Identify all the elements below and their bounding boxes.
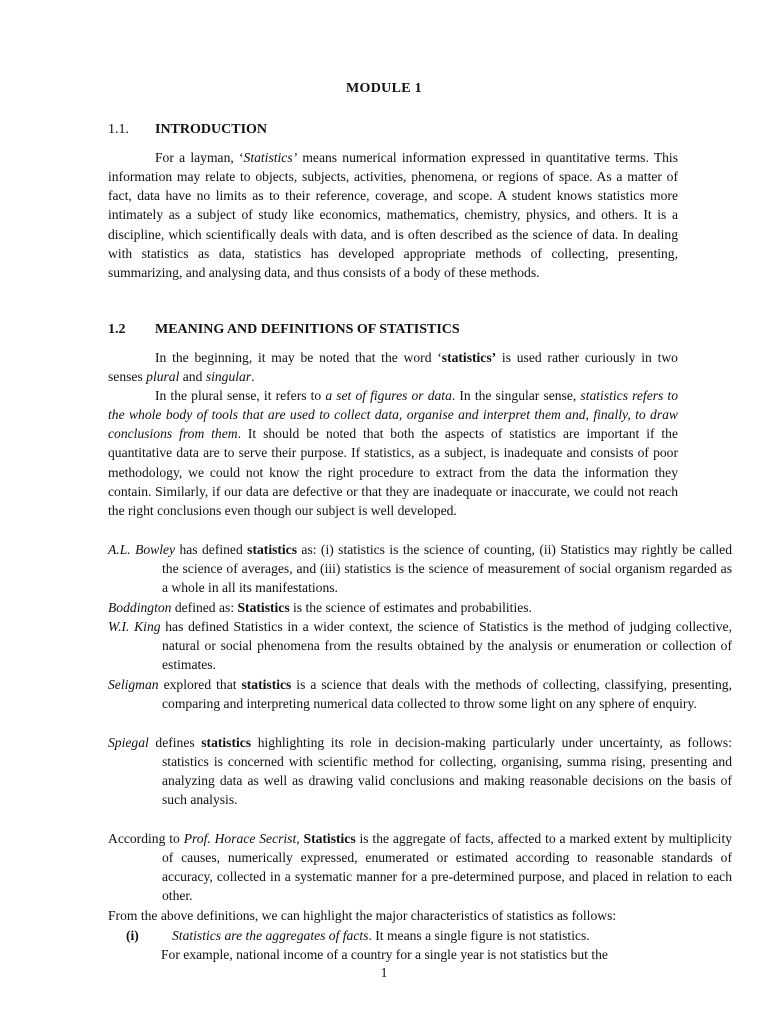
text-run: is used rather curiously in two senses <box>108 350 678 385</box>
section-number: 1.1. <box>108 122 129 137</box>
definition-boddington <box>108 598 732 617</box>
text-run: is a science that deals with the methods of collecting, classifying, presenting, comparing and interpreting numerical data collected to throw some light on any sphere of enquiry. <box>162 677 732 712</box>
text-run: . In the singular sense, <box>451 388 581 403</box>
text-run-bold: Statistics <box>237 600 290 615</box>
text-run: . It means a single figure is not statistics. <box>368 928 590 943</box>
section-heading-introduction <box>108 122 267 138</box>
text-run: In the plural sense, it refers to <box>155 388 326 403</box>
text-run-italic: a set of figures or data <box>325 388 452 403</box>
text-run: and <box>179 369 206 385</box>
text-run-italic: plural <box>146 369 180 385</box>
text-run-italic: statistics refers to the whole body of tools that are used to collect data, organise and interpret them and, finally, to draw conclusions from them <box>108 388 678 442</box>
text-run: as: (i) statistics is the science of counting, (ii) Statistics may rightly be called the science of averages, and (iii) statistics is the science of measurement of social organism regarded as a whole in all its manifestations. <box>162 542 732 596</box>
text-run: is the aggregate of facts, affected to a marked extent by multiplicity of causes, numerically expressed, enumerated or estimated according to reasonable standards of accuracy, collected in a systematic manner for a pre-determined purpose, and placed in relation to each other. <box>162 831 733 904</box>
page-number: 1 <box>380 965 388 980</box>
meaning-paragraph-2 <box>108 386 678 520</box>
text-run: explored that <box>158 677 242 692</box>
characteristic-item-1 <box>126 926 678 964</box>
text-run-italic: Statistics are the aggregates of facts <box>172 928 369 943</box>
definition-spiegal <box>108 733 732 810</box>
author-name: Prof. Horace Secrist <box>183 831 297 846</box>
text-run: has defined Statistics in a wider context, the science of Statistics is the method of judging collective, natural or social phenomena from the results obtained by the analysis or enumeration or collection of estimates. <box>160 619 732 673</box>
author-name: W.I. King <box>108 619 161 634</box>
text-run: For a layman, ‘ <box>155 150 244 165</box>
text-run: . <box>251 369 255 385</box>
intro-paragraph <box>108 148 678 282</box>
text-run-italic: Statistics’ <box>243 150 298 165</box>
text-run-bold: statistics <box>247 542 298 557</box>
author-name: Boddington <box>108 600 172 615</box>
item-first-line <box>126 926 678 945</box>
text-run-bold: statistics’ <box>441 350 497 365</box>
text-run: highlighting its role in decision-making particularly under uncertainty, as follows: statistics is concerned with scientific method for collecting, organising, summa rising, presenting and analyzing data as well as drawing valid conclusions and making reasonable decisions on the basis of such analysis. <box>162 735 732 808</box>
text-run-bold: statistics <box>201 735 252 750</box>
author-name: A.L. Bowley <box>108 542 176 557</box>
module-title: MODULE 1 <box>346 81 422 96</box>
text-run: According to <box>108 831 184 846</box>
text-run: In the beginning, it may be noted that the word ‘ <box>155 350 442 365</box>
text-run: is the science of estimates and probabilities. <box>289 600 532 615</box>
item-number: (i) <box>126 928 139 943</box>
text-run: . It should be noted that both the aspects of statistics are important if the quantitative data are to serve their purpose. If statistics, as a subject, is inadequate and consists of poor methodology, we could not know the right procedure to extract from the data the information they contain. Similarly, if our data are defective or that they are inadequate or inaccurate, we could not reach the right conclusions even though our subject is well developed. <box>108 426 678 518</box>
text-run: , <box>296 831 304 846</box>
text-run: means numerical information expressed in quantitative terms. This information may relate to objects, subjects, activities, phenomena, or regions of space. As a matter of fact, data have no limits as to their reference, coverage, and scope. A student knows statistics more intimately as a subject of study like economics, mathematics, chemistry, physics, and others. It is a discipline, which scientifically deals with data, and is often described as the science of data. In dealing with statistics as data, statistics has developed appropriate methods of collecting, presenting, summarizing, and analysing data, and thus consists of a body of these methods. <box>108 150 678 280</box>
text-run-italic: singular <box>205 369 252 385</box>
text-run: has defined <box>175 542 248 557</box>
definition-secrist <box>108 829 732 906</box>
characteristics-intro: From the above definitions, we can highlight the major characteristics of statistics as follows: <box>108 908 617 923</box>
definition-king <box>108 617 732 674</box>
section-number: 1.2 <box>108 322 126 337</box>
section-title: INTRODUCTION <box>155 122 268 137</box>
meaning-paragraph-1 <box>108 348 678 386</box>
text-run: defined as: <box>171 600 238 615</box>
author-name: Seligman <box>108 677 159 692</box>
text-run-bold: Statistics <box>303 831 356 846</box>
author-name: Spiegal <box>108 735 149 750</box>
section-title: MEANING AND DEFINITIONS OF STATISTICS <box>155 322 460 337</box>
item-continuation: For example, national income of a country for a single year is not statistics but the <box>161 947 608 963</box>
definition-seligman <box>108 675 732 713</box>
section-heading-meaning <box>108 322 460 338</box>
text-run-bold: statistics <box>241 677 292 692</box>
text-run: defines <box>148 735 202 750</box>
definition-bowley <box>108 540 732 597</box>
